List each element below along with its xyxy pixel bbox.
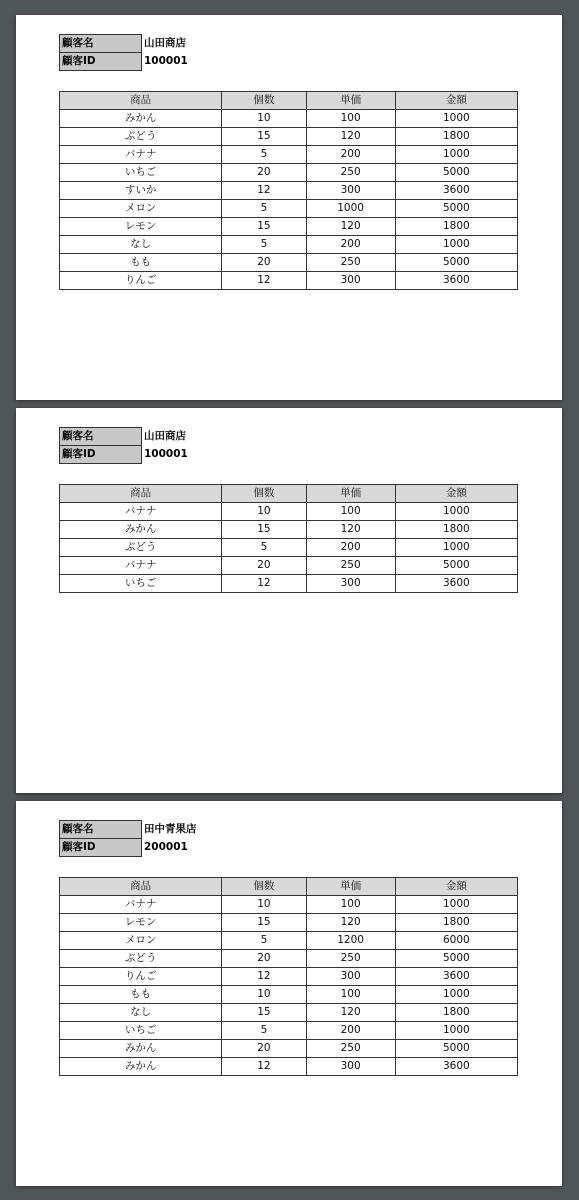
quantity-cell: 20 [222, 164, 306, 182]
product-cell: みかん [60, 110, 222, 128]
amount-cell: 1800 [395, 914, 517, 932]
unit-price-cell: 100 [306, 110, 395, 128]
product-cell: レモン [60, 914, 222, 932]
quantity-cell: 20 [222, 1040, 306, 1058]
table-row [60, 950, 518, 968]
column-header-quantity: 個数 [222, 878, 306, 896]
unit-price-cell: 300 [306, 182, 395, 200]
product-cell: ぶどう [60, 539, 222, 557]
table-row [60, 272, 518, 290]
table-row [60, 110, 518, 128]
amount-cell: 1000 [395, 146, 517, 164]
quantity-cell: 12 [222, 1058, 306, 1076]
table-row [60, 1004, 518, 1022]
column-header-product: 商品 [60, 485, 222, 503]
amount-cell: 1000 [395, 236, 517, 254]
quantity-cell: 5 [222, 200, 306, 218]
unit-price-cell: 100 [306, 503, 395, 521]
unit-price-cell: 200 [306, 146, 395, 164]
document-page-3 [16, 801, 562, 1186]
column-header-product: 商品 [60, 92, 222, 110]
amount-cell: 1800 [395, 1004, 517, 1022]
unit-price-cell: 100 [306, 896, 395, 914]
quantity-cell: 15 [222, 1004, 306, 1022]
product-cell: メロン [60, 200, 222, 218]
table-row [60, 896, 518, 914]
product-cell: バナナ [60, 896, 222, 914]
product-cell: りんご [60, 272, 222, 290]
customer-id-row [60, 839, 200, 857]
unit-price-cell: 100 [306, 986, 395, 1004]
unit-price-cell: 1000 [306, 200, 395, 218]
product-cell: なし [60, 1004, 222, 1022]
product-cell: メロン [60, 932, 222, 950]
product-cell: すいか [60, 182, 222, 200]
quantity-cell: 15 [222, 521, 306, 539]
customer-id-label: 顧客ID [60, 839, 142, 857]
amount-cell: 6000 [395, 932, 517, 950]
unit-price-cell: 250 [306, 254, 395, 272]
items-header-row [60, 878, 518, 896]
quantity-cell: 15 [222, 128, 306, 146]
items-table [59, 91, 518, 290]
unit-price-cell: 250 [306, 557, 395, 575]
quantity-cell: 5 [222, 236, 306, 254]
amount-cell: 1800 [395, 218, 517, 236]
product-cell: みかん [60, 1040, 222, 1058]
quantity-cell: 20 [222, 557, 306, 575]
amount-cell: 5000 [395, 254, 517, 272]
unit-price-cell: 300 [306, 968, 395, 986]
items-header-row [60, 485, 518, 503]
table-row [60, 539, 518, 557]
table-row [60, 521, 518, 539]
unit-price-cell: 120 [306, 218, 395, 236]
customer-id-value: 200001 [144, 841, 188, 853]
customer-id-value: 100001 [144, 448, 188, 460]
product-cell: バナナ [60, 557, 222, 575]
unit-price-cell: 1200 [306, 932, 395, 950]
customer-id-row [60, 446, 190, 464]
amount-cell: 3600 [395, 272, 517, 290]
product-cell: みかん [60, 521, 222, 539]
unit-price-cell: 200 [306, 1022, 395, 1040]
customer-name-value: 山田商店 [144, 37, 186, 49]
amount-cell: 3600 [395, 182, 517, 200]
customer-name-row [60, 821, 200, 839]
customer-id-value: 100001 [144, 55, 188, 67]
table-row [60, 236, 518, 254]
quantity-cell: 10 [222, 896, 306, 914]
quantity-cell: 12 [222, 968, 306, 986]
column-header-quantity: 個数 [222, 92, 306, 110]
table-row [60, 218, 518, 236]
product-cell: ぶどう [60, 950, 222, 968]
quantity-cell: 5 [222, 932, 306, 950]
column-header-amount: 金額 [395, 485, 517, 503]
quantity-cell: 10 [222, 110, 306, 128]
customer-name-label: 顧客名 [60, 821, 142, 839]
customer-name-label: 顧客名 [60, 35, 142, 53]
unit-price-cell: 300 [306, 575, 395, 593]
document-page-1 [16, 15, 562, 400]
amount-cell: 1800 [395, 521, 517, 539]
column-header-amount: 金額 [395, 878, 517, 896]
product-cell: いちご [60, 575, 222, 593]
unit-price-cell: 120 [306, 521, 395, 539]
unit-price-cell: 120 [306, 128, 395, 146]
table-row [60, 575, 518, 593]
table-row [60, 914, 518, 932]
table-row [60, 128, 518, 146]
quantity-cell: 12 [222, 575, 306, 593]
document-page-2 [16, 408, 562, 793]
table-row [60, 968, 518, 986]
product-cell: みかん [60, 1058, 222, 1076]
customer-id-label: 顧客ID [60, 446, 142, 464]
product-cell: りんご [60, 968, 222, 986]
customer-name-row [60, 35, 190, 53]
amount-cell: 5000 [395, 1040, 517, 1058]
customer-name-row [60, 428, 190, 446]
amount-cell: 5000 [395, 557, 517, 575]
table-row [60, 164, 518, 182]
quantity-cell: 20 [222, 950, 306, 968]
quantity-cell: 5 [222, 539, 306, 557]
items-table [59, 877, 518, 1076]
product-cell: バナナ [60, 503, 222, 521]
unit-price-cell: 300 [306, 1058, 395, 1076]
customer-name-value: 山田商店 [144, 430, 186, 442]
quantity-cell: 15 [222, 218, 306, 236]
product-cell: いちご [60, 1022, 222, 1040]
customer-info-table [59, 34, 190, 71]
amount-cell: 1800 [395, 128, 517, 146]
unit-price-cell: 250 [306, 1040, 395, 1058]
table-row [60, 986, 518, 1004]
column-header-quantity: 個数 [222, 485, 306, 503]
table-row [60, 932, 518, 950]
product-cell: いちご [60, 164, 222, 182]
quantity-cell: 10 [222, 503, 306, 521]
amount-cell: 3600 [395, 575, 517, 593]
product-cell: バナナ [60, 146, 222, 164]
amount-cell: 3600 [395, 1058, 517, 1076]
items-table [59, 484, 518, 593]
unit-price-cell: 250 [306, 164, 395, 182]
amount-cell: 1000 [395, 1022, 517, 1040]
unit-price-cell: 250 [306, 950, 395, 968]
quantity-cell: 5 [222, 1022, 306, 1040]
quantity-cell: 12 [222, 272, 306, 290]
table-row [60, 182, 518, 200]
product-cell: もも [60, 254, 222, 272]
table-row [60, 1058, 518, 1076]
column-header-unit-price: 単価 [306, 92, 395, 110]
table-row [60, 1022, 518, 1040]
customer-info-table [59, 427, 190, 464]
unit-price-cell: 200 [306, 539, 395, 557]
unit-price-cell: 120 [306, 1004, 395, 1022]
column-header-amount: 金額 [395, 92, 517, 110]
product-cell: レモン [60, 218, 222, 236]
amount-cell: 5000 [395, 164, 517, 182]
table-row [60, 200, 518, 218]
customer-name-value: 田中青果店 [144, 823, 197, 835]
column-header-unit-price: 単価 [306, 878, 395, 896]
amount-cell: 1000 [395, 503, 517, 521]
customer-info-table [59, 820, 200, 857]
unit-price-cell: 200 [306, 236, 395, 254]
table-row [60, 1040, 518, 1058]
quantity-cell: 10 [222, 986, 306, 1004]
quantity-cell: 20 [222, 254, 306, 272]
customer-name-label: 顧客名 [60, 428, 142, 446]
quantity-cell: 12 [222, 182, 306, 200]
column-header-product: 商品 [60, 878, 222, 896]
amount-cell: 3600 [395, 968, 517, 986]
amount-cell: 1000 [395, 986, 517, 1004]
amount-cell: 5000 [395, 950, 517, 968]
product-cell: なし [60, 236, 222, 254]
customer-id-row [60, 53, 190, 71]
column-header-unit-price: 単価 [306, 485, 395, 503]
table-row [60, 503, 518, 521]
items-header-row [60, 92, 518, 110]
customer-id-label: 顧客ID [60, 53, 142, 71]
product-cell: ぶどう [60, 128, 222, 146]
amount-cell: 5000 [395, 200, 517, 218]
product-cell: もも [60, 986, 222, 1004]
table-row [60, 557, 518, 575]
amount-cell: 1000 [395, 539, 517, 557]
unit-price-cell: 300 [306, 272, 395, 290]
unit-price-cell: 120 [306, 914, 395, 932]
table-row [60, 254, 518, 272]
quantity-cell: 5 [222, 146, 306, 164]
table-row [60, 146, 518, 164]
quantity-cell: 15 [222, 914, 306, 932]
amount-cell: 1000 [395, 896, 517, 914]
amount-cell: 1000 [395, 110, 517, 128]
